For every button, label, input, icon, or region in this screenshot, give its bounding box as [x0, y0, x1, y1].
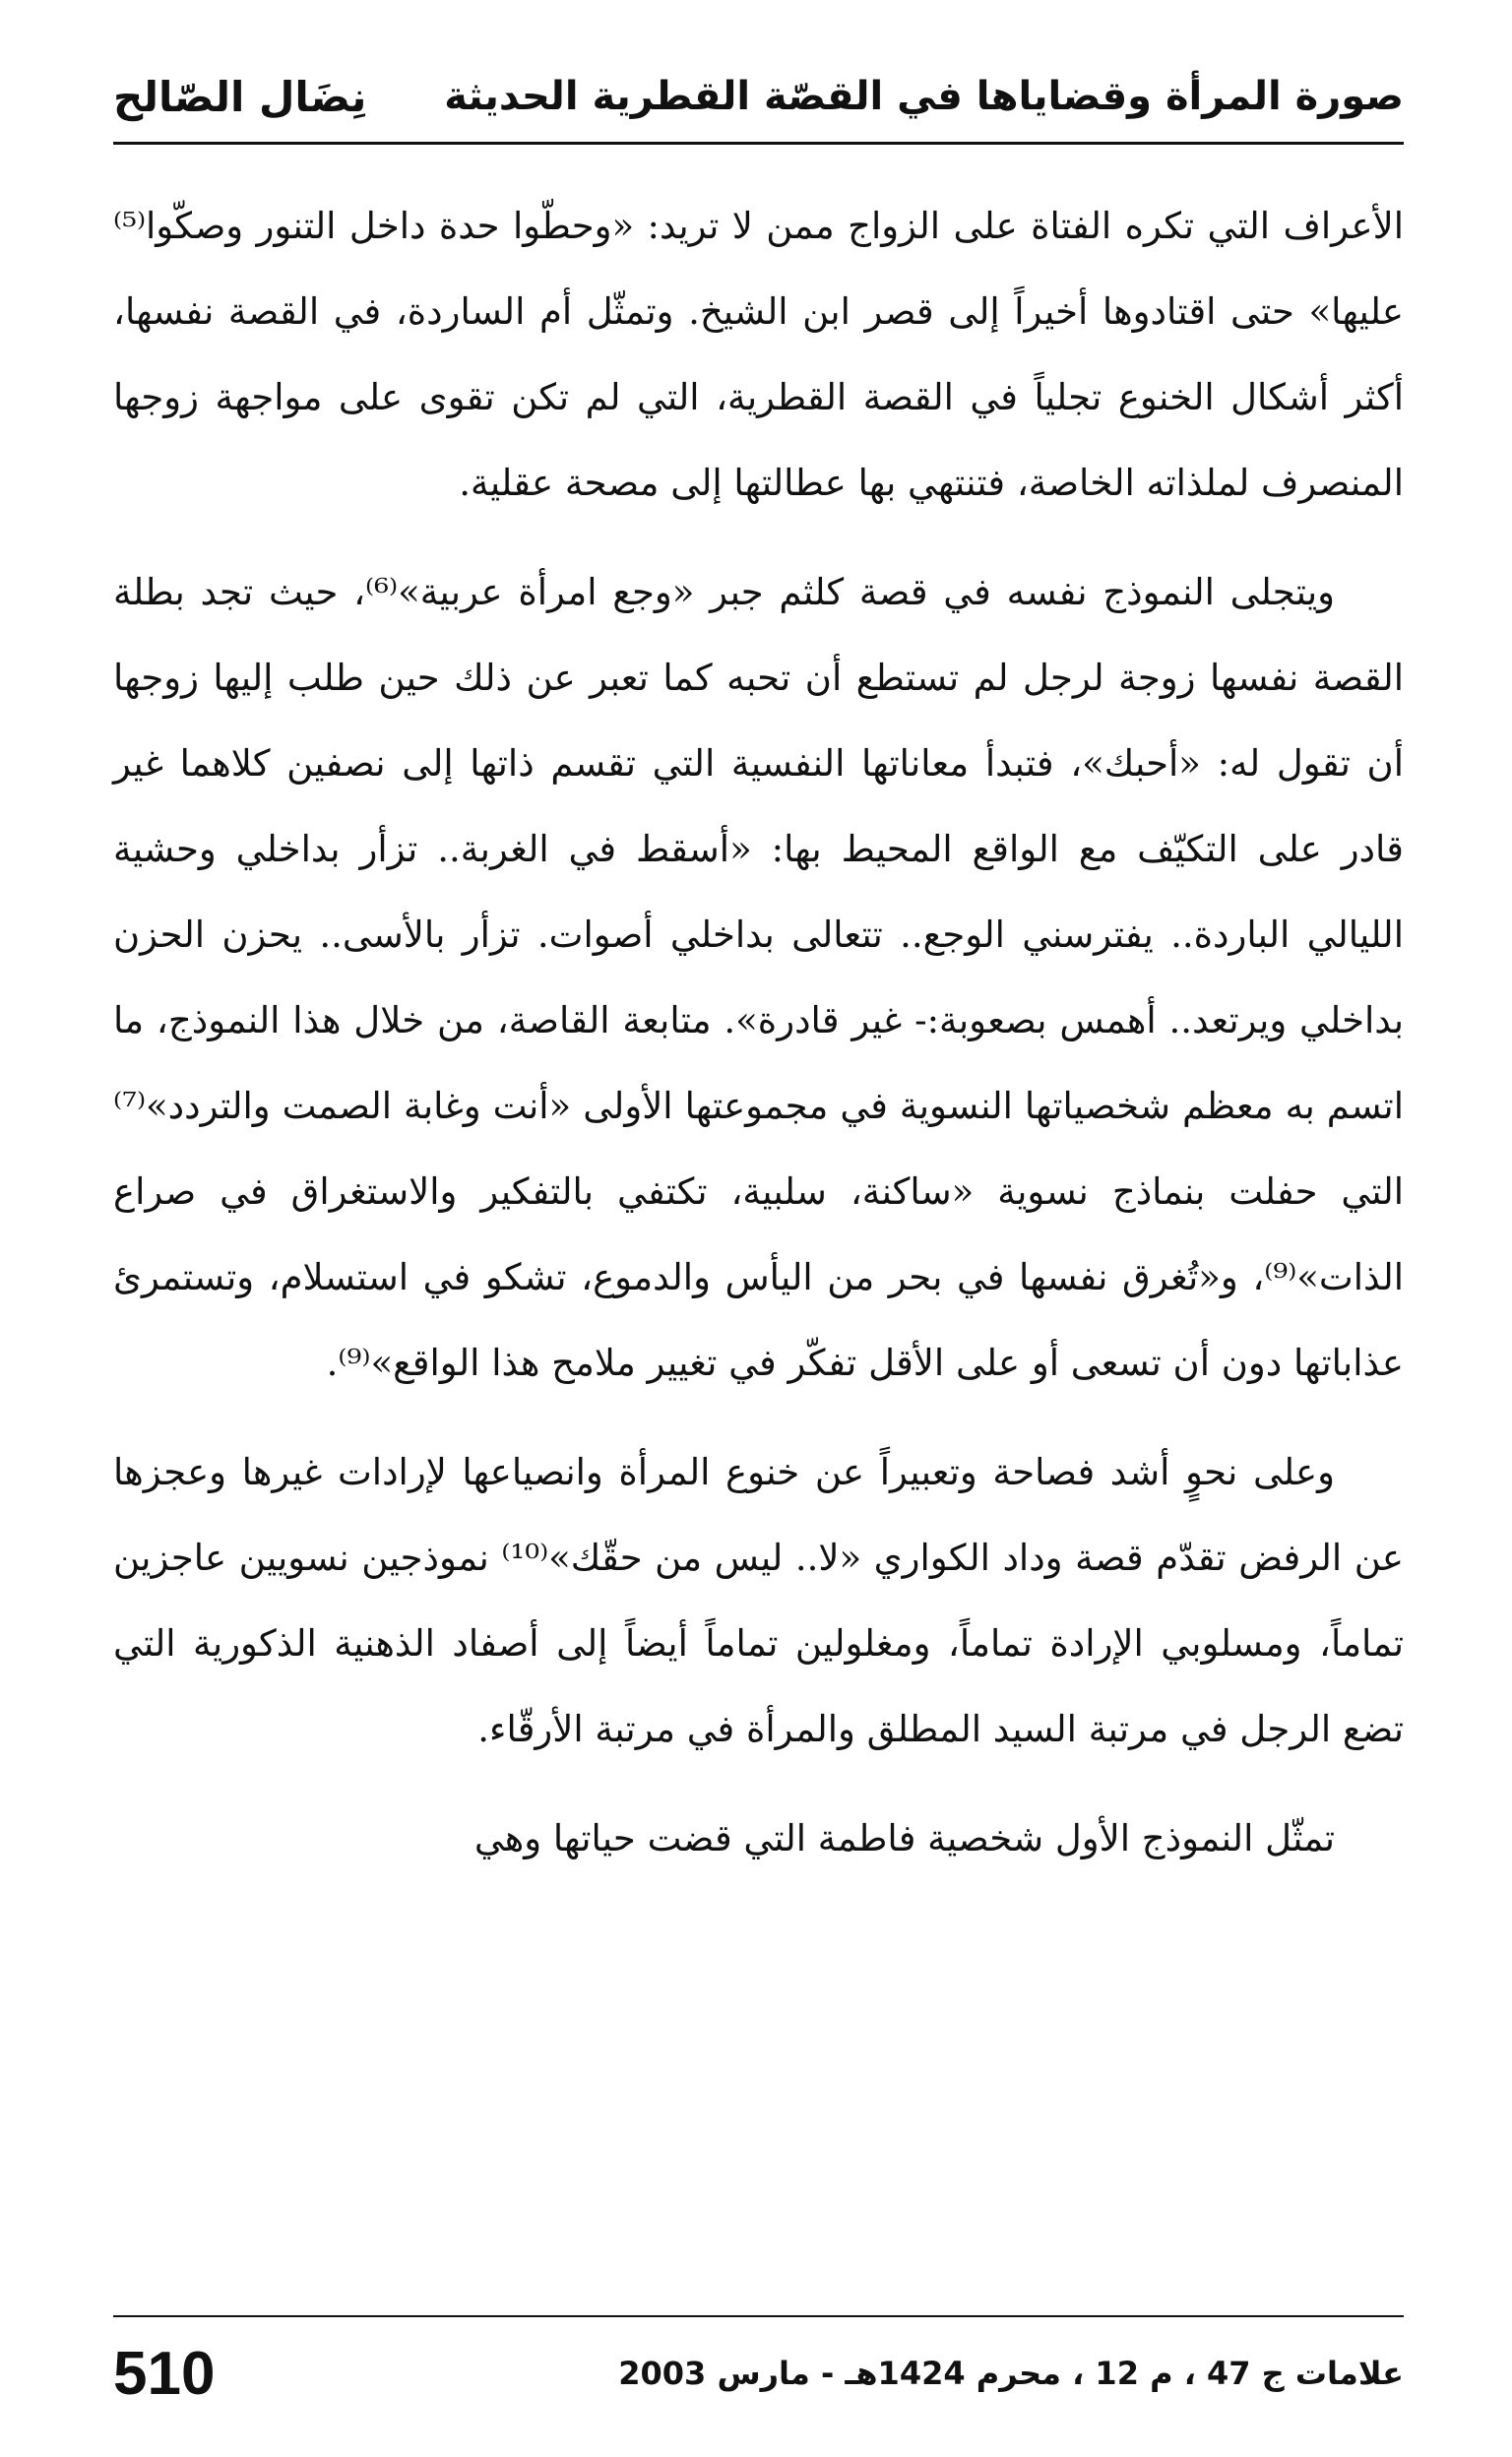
page-footer: [113, 2329, 1404, 2418]
paragraph-1: الأعراف التي تكره الفتاة على الزواج ممن لا تريد: «وحطّوا حدة داخل التنور وصكّوا⁽⁵⁾ عليها» حتى اقتادوها أخيراً إلى قصر ابن الشيخ. وتمثّل أم الساردة، في القصة نفسها، أكثر أشكال الخنوع تجلياً في القصة القطرية، التي لم تكن تقوى على مواجهة زوجها المنصرف لملذاته الخاصة، فتنتهي بها عطالتها إلى مصحة عقلية.: [113, 205, 1404, 504]
article-body: [113, 183, 1404, 1881]
author-name: نِضَال الصّالح: [113, 72, 367, 121]
paragraph-2: ويتجلى النموذج نفسه في قصة كلثم جبر «وجع امرأة عربية»⁽⁶⁾، حيث تجد بطلة القصة نفسها زوجة لرجل لم تستطع أن تحبه كما تعبر عن ذلك حين طلب إليها زوجها أن تقول له: «أحبك»، فتبدأ معاناتها النفسية التي تقسم ذاتها إلى نصفين كلاهما غير قادر على التكيّف مع الواقع المحيط بها: «أسقط في الغربة.. تزأر بداخلي وحشية الليالي الباردة.. يفترسني الوجع.. تتعالى بداخلي أصوات. تزأر بالأسى.. يحزن الحزن بداخلي ويرتعد.. أهمس بصعوبة:- غير قادرة». متابعة القاصة، من خلال هذا النموذج، ما اتسم به معظم شخصياتها النسوية في مجموعتها الأولى «أنت وغابة الصمت والتردد»⁽⁷⁾ التي حفلت بنماذج نسوية «ساكنة، سلبية، تكتفي بالتفكير والاستغراق في صراع الذات»⁽⁹⁾، و«تُغرق نفسها في بحر من اليأس والدموع، تشكو في استسلام، وتستمرئ عذاباتها دون أن تسعى أو على الأقل تفكّر في تغيير ملامح هذا الواقع»⁽⁹⁾.: [113, 571, 1404, 1384]
journal-citation: علامات ج 47 ، م 12 ، محرم 1424هـ - مارس 2003: [618, 2355, 1404, 2392]
footer-rule: [113, 2315, 1404, 2317]
page-number: 510: [113, 2339, 216, 2408]
running-header: [113, 51, 1404, 145]
paragraph-4: تمثّل النموذج الأول شخصية فاطمة التي قضت حياتها وهي: [473, 1817, 1335, 1859]
article-title: صورة المرأة وقضاياها في القصّة القطرية الحديثة: [444, 74, 1404, 119]
paragraph-3: وعلى نحوٍ أشد فصاحة وتعبيراً عن خنوع المرأة وانصياعها لإرادات غيرها وعجزها عن الرفض تقدّم قصة وداد الكواري «لا.. ليس من حقّك»⁽¹⁰⁾ نموذجين نسويين عاجزين تماماً، ومسلوبي الإرادة تماماً، ومغلولين تماماً أيضاً إلى أصفاد الذهنية الذكورية التي تضع الرجل في مرتبة السيد المطلق والمرأة في مرتبة الأرقّاء.: [113, 1451, 1404, 1750]
